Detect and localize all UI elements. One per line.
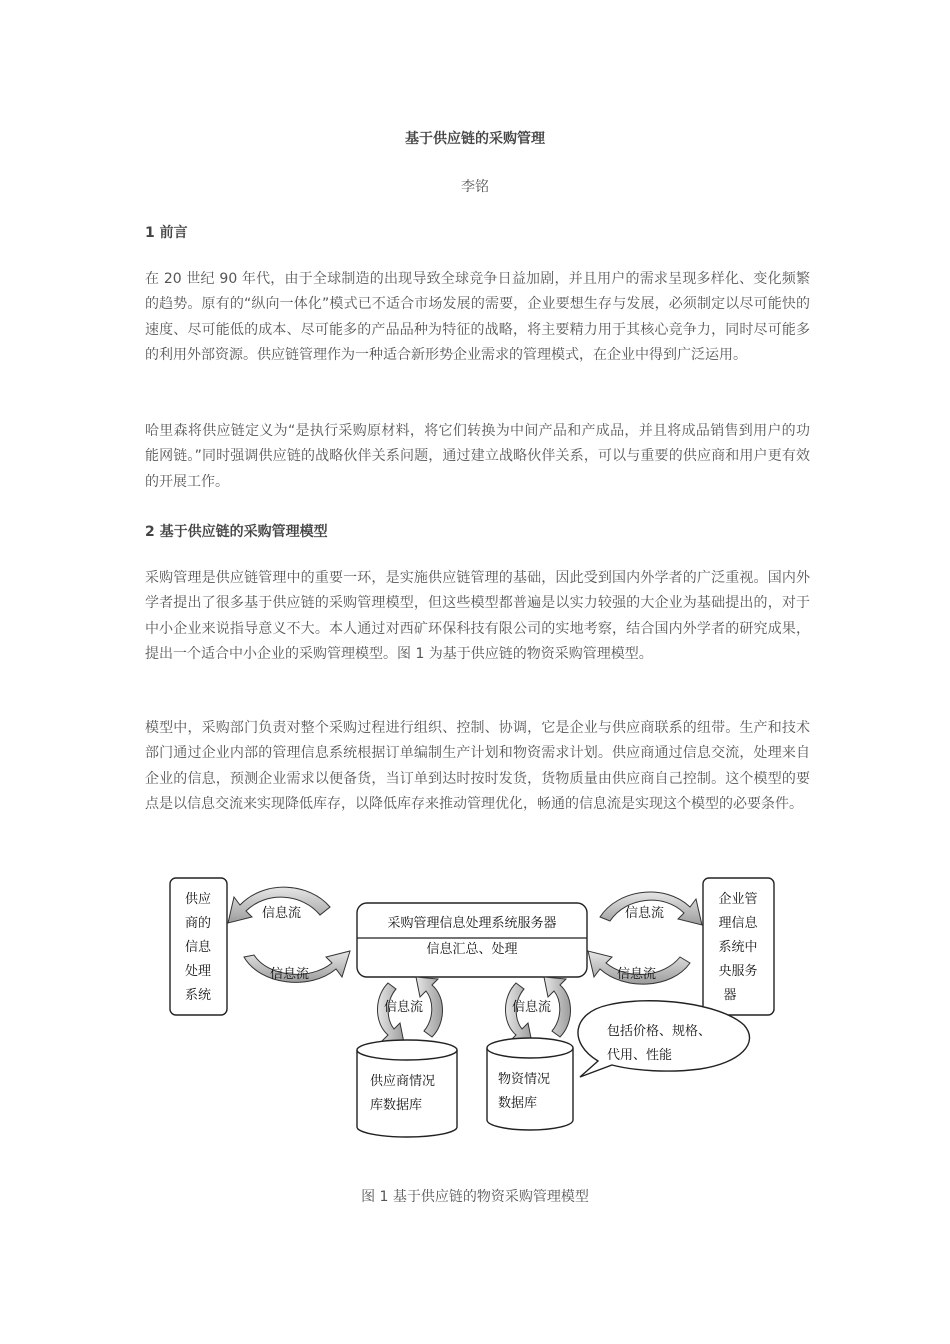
supplier-box-line: 供应 <box>184 892 212 907</box>
section-heading-1: 1 前言 <box>145 225 188 241</box>
database-label: 物资情况 <box>498 1072 551 1087</box>
flow-label: 信息流 <box>384 1000 424 1015</box>
procurement-model-diagram <box>160 865 790 1150</box>
paragraph: 哈里森将供应链定义为“是执行采购原材料，将它们转换为中间产品和产成品，并且将成品销售到用户的功能网链。”同时强调供应链的战略伙伴关系问题，通过建立战略伙伴关系，可以与重要的供应商和用户更有效的开展工作。 <box>145 423 810 490</box>
supplier-box-line: 处理 <box>184 964 212 979</box>
flow-label: 信息流 <box>262 906 302 921</box>
database-label: 库数据库 <box>370 1098 423 1113</box>
paragraph: 采购管理是供应链管理中的重要一环，是实施供应链管理的基础，因此受到国内外学者的广泛重视。国内外学者提出了很多基于供应链的采购管理模型，但这些模型都普遍是以实力较强的大企业为基础提出的，对于中小企业来说指导意义不大。本人通过对西矿环保科技有限公司的实地考察，结合国内外学者的研究成果，提出一个适合中小企业的采购管理模型。图 1 为基于供应链的物资采购管理模型。 <box>145 570 810 662</box>
document-author: 李铭 <box>461 179 489 195</box>
database-label: 数据库 <box>498 1096 538 1111</box>
callout-line: 包括价格、规格、 <box>607 1024 712 1039</box>
document-title: 基于供应链的采购管理 <box>405 131 545 147</box>
server-title: 采购管理信息处理系统服务器 <box>387 916 557 931</box>
paragraph: 模型中，采购部门负责对整个采购过程进行组织、控制、协调，它是企业与供应商联系的纽带。生产和技术部门通过企业内部的管理信息系统根据订单编制生产计划和物资需求计划。供应商通过信息交流，处理来自企业的信息，预测企业需求以便备货，当订单到达时按时发货，货物质量由供应商自己控制。这个模型的要点是以信息交流来实现降低库存，以降低库存来推动管理优化，畅通的信息流是实现这个模型的必要条件。 <box>145 720 810 812</box>
flow-label: 信息流 <box>625 906 665 921</box>
enterprise-box-line: 理信息 <box>718 916 758 931</box>
enterprise-box-line: 系统中 <box>718 940 758 955</box>
paragraph: 在 20 世纪 90 年代，由于全球制造的出现导致全球竞争日益加剧，并且用户的需求呈现多样化、变化频繁的趋势。原有的“纵向一体化”模式已不适合市场发展的需要，企业要想生存与发展，必须制定以尽可能快的速度、尽可能低的成本、尽可能多的产品品种为特征的战略，将主要精力用于其核心竞争力，同时尽可能多的利用外部资源。供应链管理作为一种适合新形势企业需求的管理模式，在企业中得到广泛运用。 <box>145 271 810 363</box>
supplier-box-line: 商的 <box>184 916 212 931</box>
flow-label: 信息流 <box>270 967 310 982</box>
flow-label: 信息流 <box>617 967 657 982</box>
enterprise-box-line: 器 <box>723 988 737 1003</box>
figure-caption: 图 1 基于供应链的物资采购管理模型 <box>361 1189 589 1205</box>
supplier-box-line: 信息 <box>184 940 212 955</box>
enterprise-box-line: 企业管 <box>718 892 758 907</box>
flow-label: 信息流 <box>512 1000 552 1015</box>
procurement-server-box <box>357 903 587 977</box>
callout-line: 代用、性能 <box>607 1048 673 1063</box>
enterprise-box-line: 央服务 <box>718 964 758 979</box>
server-subtitle: 信息汇总、处理 <box>426 942 518 957</box>
database-label: 供应商情况 <box>370 1074 436 1089</box>
section-heading-2: 2 基于供应链的采购管理模型 <box>145 524 328 540</box>
supplier-box-line: 系统 <box>184 988 212 1003</box>
